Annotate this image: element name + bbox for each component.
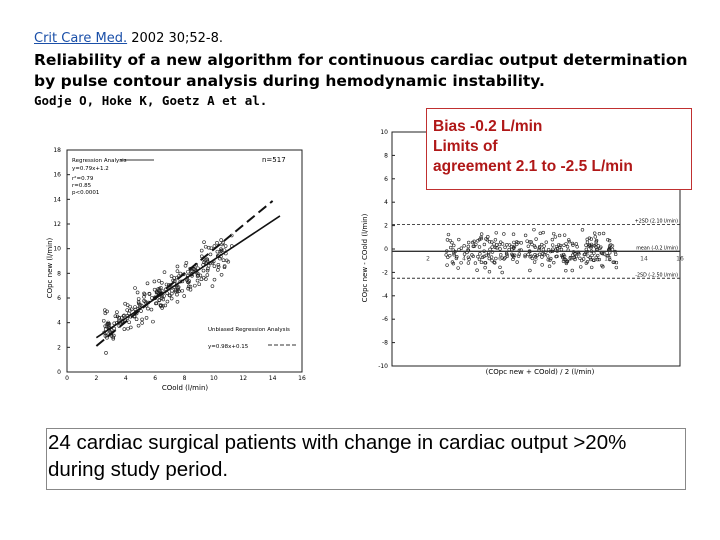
c1-point: [176, 300, 179, 303]
c2-point: [457, 238, 460, 241]
c2-point: [499, 241, 502, 244]
c2-point: [504, 246, 507, 249]
c2-point: [512, 241, 515, 244]
c2-point: [576, 245, 579, 248]
c2-point: [501, 271, 504, 274]
c2-ytick-label: 2: [384, 222, 388, 230]
c2-point: [480, 261, 483, 264]
c1-point: [206, 267, 209, 270]
c1-xtick-label: 4: [123, 375, 128, 382]
c2-point: [527, 253, 530, 256]
c2-point: [546, 254, 549, 257]
c1-point: [115, 311, 118, 314]
c2-point: [554, 235, 557, 238]
c2-point: [489, 248, 492, 251]
c2-point: [592, 252, 595, 255]
c2-point: [458, 248, 461, 251]
c2-point: [586, 241, 589, 244]
c2-point: [478, 252, 481, 255]
c1-ytick-label: 4: [57, 319, 61, 327]
authors: Godje O, Hoke K, Goetz A et al.: [34, 93, 268, 108]
c2-point: [542, 248, 545, 251]
paper-title: Reliability of a new algorithm for continuous cardiac output determination by pulse contour analysis during hemodynamic instability.: [34, 51, 688, 90]
c1-point: [185, 261, 188, 264]
c1-legend-r: r=0.85: [72, 183, 92, 189]
c2-xtick-label: 14: [640, 255, 648, 263]
c1-point: [200, 249, 203, 252]
c2-point: [539, 232, 542, 235]
c2-point: [493, 261, 496, 264]
c1-xtick-label: 6: [153, 375, 158, 382]
correlation-chart: [46, 147, 306, 392]
c1-legend-r2: r²=0.79: [72, 176, 94, 182]
c2-point: [467, 241, 470, 244]
c2-point: [502, 233, 505, 236]
c1-point: [206, 274, 209, 277]
c1-xtick-label: 12: [239, 375, 248, 382]
c2-point: [484, 266, 487, 269]
c2-point: [474, 243, 477, 246]
c2-point: [480, 233, 483, 236]
c2-point: [478, 246, 481, 249]
c2-ytick-label: 10: [380, 129, 388, 136]
c2-point: [535, 238, 538, 241]
c2-point: [452, 244, 455, 247]
c2-ytick-label: -8: [382, 339, 388, 347]
c1-xtick-label: 2: [94, 375, 99, 382]
c2-ytick-label: 0: [384, 246, 388, 253]
c2-point: [541, 263, 544, 266]
c1-point: [104, 312, 107, 315]
c2-ytick-label: -10: [378, 363, 388, 370]
c2-point: [579, 265, 582, 268]
c2-point: [563, 234, 566, 237]
c1-point: [160, 281, 163, 284]
c1-point: [217, 265, 220, 268]
c1-point: [181, 289, 184, 292]
c1-point: [184, 264, 187, 267]
c1-point: [136, 291, 139, 294]
c1-point: [220, 273, 223, 276]
c2-point: [565, 243, 568, 246]
c2-point: [447, 233, 450, 236]
c1-point: [176, 265, 179, 268]
c1-frame: [67, 150, 302, 372]
c1-point: [222, 259, 225, 262]
c1-point: [196, 279, 199, 282]
c1-xlabel: COold (l/min): [161, 384, 209, 392]
c2-reference-label: mean (-0.2 l/min): [636, 246, 678, 252]
c1-point: [186, 270, 189, 273]
c1-point: [213, 278, 216, 281]
c2-point: [491, 246, 494, 249]
c2-point: [566, 245, 569, 248]
c2-point: [533, 228, 536, 231]
c1-xtick-label: 0: [65, 375, 69, 382]
c1-point: [134, 286, 137, 289]
c1-point: [151, 320, 154, 323]
c2-point: [508, 244, 511, 247]
c2-point: [582, 258, 585, 261]
c1-ylabel: COpc new (l/min): [46, 237, 54, 299]
c1-point: [224, 245, 227, 248]
c1-point: [135, 318, 138, 321]
c1-point: [145, 316, 148, 319]
c1-ytick-label: 14: [53, 196, 61, 204]
c2-point: [583, 253, 586, 256]
c1-point: [141, 321, 144, 324]
c2-point: [597, 244, 600, 247]
c2-reference-label: +2SD (2.10 l/min): [634, 219, 678, 225]
callout-agreement: agreement 2.1 to -2.5 L/min: [433, 158, 633, 175]
c2-point: [491, 259, 494, 262]
c1-legend-p: p<0.0001: [72, 190, 100, 196]
c2-point: [551, 238, 554, 241]
c1-ytick-label: 10: [53, 245, 61, 253]
c2-point: [467, 262, 470, 265]
c1-ytick-label: 0: [57, 369, 61, 376]
c2-point: [614, 253, 617, 256]
c1-regression-line: [96, 216, 280, 338]
c1-point: [102, 319, 105, 322]
c2-point: [598, 232, 601, 235]
c1-ytick-label: 2: [57, 344, 61, 352]
c1-point: [146, 282, 149, 285]
c2-point: [581, 228, 584, 231]
study-note: 24 cardiac surgical patients with change in cardiac output >20% during study period.: [46, 428, 686, 490]
c2-point: [476, 269, 479, 272]
c2-point: [585, 248, 588, 251]
c2-xtick-label: 2: [426, 255, 430, 263]
c1-point: [215, 241, 218, 244]
c2-point: [520, 241, 523, 244]
c2-point: [526, 240, 529, 243]
c1-point: [216, 250, 219, 253]
c2-point: [495, 231, 498, 234]
c2-point: [551, 244, 554, 247]
c2-point: [564, 269, 567, 272]
c2-point: [611, 248, 614, 251]
c2-point: [457, 267, 460, 270]
c2-point: [531, 243, 534, 246]
c2-point: [571, 269, 574, 272]
c1-point: [150, 308, 153, 311]
c2-point: [505, 243, 508, 246]
c1-ytick-label: 12: [53, 221, 61, 228]
c2-point: [499, 248, 502, 251]
c1-point: [129, 305, 132, 308]
c1-point: [176, 270, 179, 273]
c1-point: [114, 315, 117, 318]
c2-point: [478, 258, 481, 261]
c2-point: [476, 255, 479, 258]
c1-point: [202, 269, 205, 272]
callout-bias: Bias -0.2 L/min: [433, 118, 543, 135]
c1-point: [157, 279, 160, 282]
c1-xtick-label: 8: [182, 375, 187, 382]
c1-point: [141, 318, 144, 321]
c1-point: [104, 351, 107, 354]
c2-point: [540, 243, 543, 246]
c2-point: [542, 231, 545, 234]
c1-legend2-title: Unbiased Regression Analysis: [208, 327, 290, 333]
c2-ytick-label: 8: [384, 152, 388, 160]
c2-point: [587, 255, 590, 258]
c1-xtick-label: 10: [210, 375, 218, 382]
c1-point: [211, 285, 214, 288]
c2-point: [568, 240, 571, 243]
c2-ytick-label: -2: [382, 269, 388, 277]
c2-point: [463, 244, 466, 247]
c1-point: [166, 300, 169, 303]
c2-point: [490, 256, 493, 259]
c2-point: [474, 262, 477, 265]
c1-point: [146, 307, 149, 310]
citation-ref: 2002 30;52-8.: [131, 31, 224, 46]
c2-point: [524, 234, 527, 237]
c2-ylabel: COpc new - COold (l/min): [361, 213, 369, 303]
c2-xtick-label: 16: [676, 255, 684, 263]
c1-point: [128, 321, 131, 324]
c1-point: [209, 253, 212, 256]
c1-point: [203, 241, 206, 244]
c1-point: [176, 293, 179, 296]
c2-point: [590, 266, 593, 269]
c1-point: [170, 297, 173, 300]
c1-legend-title: Regression Analysis: [72, 158, 127, 164]
c1-point: [153, 280, 156, 283]
c1-legend2-eq: y=0.98x+0.15: [208, 344, 249, 350]
c2-point: [494, 257, 497, 260]
citation: [34, 31, 223, 46]
c2-xtick-label: 12: [604, 255, 612, 263]
c1-point: [137, 324, 140, 327]
c2-point: [449, 246, 452, 249]
c2-point: [567, 239, 570, 242]
c2-point: [499, 266, 502, 269]
c2-xlabel: (COpc new + COold) / 2 (l/min): [485, 368, 595, 376]
c2-point: [545, 241, 548, 244]
c1-point: [183, 295, 186, 298]
c1-point: [126, 327, 129, 330]
c1-xtick-label: 14: [268, 375, 277, 382]
c2-reference-label: -2SD (-2.50 l/min): [635, 273, 678, 279]
c1-n-label: n=517: [262, 156, 286, 164]
c2-point: [528, 269, 531, 272]
c1-point: [163, 271, 166, 274]
c2-point: [558, 234, 561, 237]
c2-point: [580, 259, 583, 262]
c1-ytick-label: 6: [57, 295, 61, 302]
c2-point: [467, 245, 470, 248]
c2-point: [585, 244, 588, 247]
c1-point: [213, 265, 216, 268]
c1-ytick-label: 16: [53, 171, 61, 179]
c1-point: [140, 310, 143, 313]
c2-point: [552, 261, 555, 264]
c2-xtick-label: 6: [498, 255, 502, 263]
c2-point: [602, 232, 605, 235]
c2-point: [615, 266, 618, 269]
c1-point: [179, 272, 182, 275]
c2-point: [446, 256, 449, 259]
c2-ytick-label: 4: [384, 199, 388, 207]
c2-point: [594, 235, 597, 238]
c2-ytick-label: -4: [382, 292, 388, 300]
c2-xtick-label: 8: [534, 255, 538, 263]
c2-point: [541, 256, 544, 259]
c2-point: [451, 241, 454, 244]
c2-point: [483, 243, 486, 246]
c2-point: [494, 238, 497, 241]
c1-unbiased-regression-line: [96, 201, 272, 346]
c1-point: [170, 275, 173, 278]
c1-point: [204, 245, 207, 248]
c2-point: [488, 270, 491, 273]
c1-point: [123, 328, 126, 331]
callout-limits: Limits of: [433, 138, 498, 155]
c1-point: [153, 288, 156, 291]
c2-xtick-label: 4: [462, 255, 466, 263]
journal-link[interactable]: Crit Care Med.: [34, 31, 128, 46]
c2-point: [508, 248, 511, 251]
c1-ytick-label: 8: [57, 270, 61, 278]
c1-point: [197, 274, 200, 277]
c2-point: [575, 243, 578, 246]
c2-point: [516, 261, 519, 264]
c2-point: [527, 245, 530, 248]
c1-point: [137, 297, 140, 300]
c1-point: [216, 268, 219, 271]
c1-point: [198, 283, 201, 286]
c2-point: [446, 238, 449, 241]
c2-point: [552, 232, 555, 235]
c2-ytick-label: 6: [384, 175, 388, 183]
c2-point: [446, 264, 449, 267]
c2-point: [548, 265, 551, 268]
c1-ytick-label: 18: [53, 147, 61, 154]
c1-point: [220, 239, 223, 242]
c2-xtick-label: 10: [568, 255, 576, 263]
c2-point: [593, 232, 596, 235]
c2-ytick-label: -6: [382, 316, 388, 324]
bias-callout: [426, 108, 692, 190]
c1-legend-eq: y=0.79x+1.2: [72, 166, 109, 172]
c2-point: [571, 242, 574, 245]
c1-xtick-label: 16: [298, 375, 306, 382]
c2-point: [512, 233, 515, 236]
c1-point: [193, 284, 196, 287]
c1-point: [150, 296, 153, 299]
